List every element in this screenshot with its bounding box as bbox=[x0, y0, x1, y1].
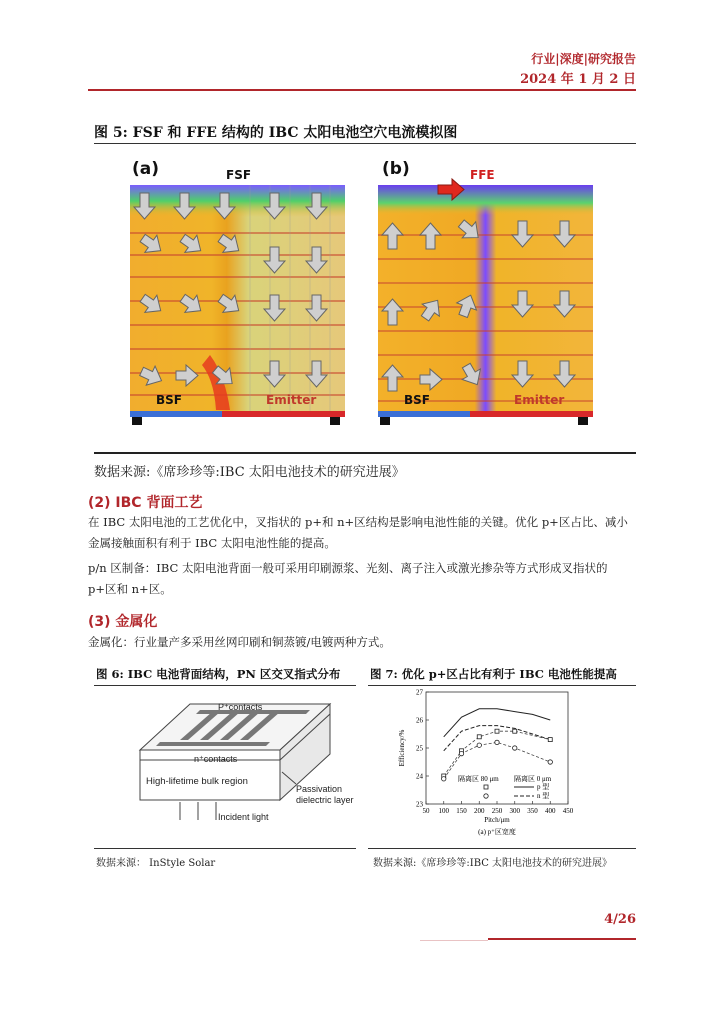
panel-b-emitter-label: Emitter bbox=[514, 393, 565, 407]
ffe-label: FFE bbox=[470, 168, 495, 182]
section2-heading: (2) IBC 背面工艺 bbox=[88, 495, 203, 511]
data-point-circle bbox=[513, 746, 517, 750]
x-tick-label: 200 bbox=[474, 807, 485, 815]
x-tick-label: 50 bbox=[422, 807, 430, 815]
data-point-circle bbox=[495, 740, 499, 744]
figure6-title: 图 6: IBC 电池背面结构，PN 区交叉指式分布 bbox=[96, 667, 341, 681]
x-tick-label: 350 bbox=[527, 807, 538, 815]
x-tick-label: 100 bbox=[438, 807, 449, 815]
x-tick-label: 400 bbox=[545, 807, 556, 815]
data-point-square bbox=[495, 729, 499, 733]
x-tick-label: 150 bbox=[456, 807, 467, 815]
legend-row2-label: n 型 bbox=[537, 792, 550, 800]
data-point-circle bbox=[459, 751, 463, 755]
legend-circle-marker bbox=[484, 794, 488, 798]
legend-col1-header: 隔离区 80 μm bbox=[458, 775, 499, 783]
page-number: 4/26 bbox=[604, 912, 636, 927]
figure5-bottom-rule bbox=[94, 452, 636, 454]
panel-b-label: (b) bbox=[382, 159, 410, 179]
figure6-source: 数据来源： InStyle Solar bbox=[96, 858, 216, 869]
incident-light-label: Incident light bbox=[218, 812, 269, 822]
chart-caption: (a) p⁺区宽度 bbox=[478, 828, 516, 836]
data-point-circle bbox=[548, 760, 552, 764]
figure7-bottom-rule bbox=[368, 848, 636, 849]
x-tick-label: 450 bbox=[562, 807, 574, 815]
footer-accent-line bbox=[488, 938, 636, 940]
data-point-square bbox=[477, 735, 481, 739]
y-tick-label: 26 bbox=[416, 716, 423, 725]
x-axis-label: Pitch/μm bbox=[484, 816, 510, 824]
passivation-label: Passivation dielectric layer bbox=[296, 784, 354, 805]
x-tick-label: 250 bbox=[491, 807, 503, 815]
y-tick-label: 27 bbox=[416, 688, 423, 697]
figure5-panel-b bbox=[378, 155, 593, 433]
figure7-source: 数据来源:《席珍珍等:IBC 太阳电池技术的研究进展》 bbox=[373, 858, 613, 869]
panel-a-emitter-label: Emitter bbox=[266, 393, 317, 407]
legend-col2-header: 隔离区 0 μm bbox=[514, 775, 552, 783]
figure6-bottom-rule bbox=[94, 848, 356, 849]
y-tick-label: 24 bbox=[416, 772, 423, 781]
section2-paragraph-1: 在 IBC 太阳电池的工艺优化中，叉指状的 p+和 n+区结构是影响电池性能的关键。优化 p+区占比、减小金属接触面积有利于 IBC 太阳电池性能的提高。 bbox=[88, 515, 628, 550]
panel-a-bsf-label: BSF bbox=[156, 393, 182, 407]
legend-row1-label: p 型 bbox=[537, 783, 550, 791]
figure5-source: 数据来源:《席珍珍等:IBC 太阳电池技术的研究进展》 bbox=[94, 465, 405, 480]
y-tick-label: 23 bbox=[416, 800, 423, 809]
figure7-chart bbox=[396, 686, 608, 846]
report-date: 2024 年 1 月 2 日 bbox=[520, 72, 636, 87]
bulk-region-label: High-lifetime bulk region bbox=[146, 776, 248, 787]
data-point-square bbox=[548, 738, 552, 742]
panel-a-label: (a) bbox=[132, 159, 160, 179]
section2-paragraph-2: p/n 区制备：IBC 太阳电池背面一般可采用印刷源浆、光刻、离子注入或激光掺杂等方式形成叉指状的 p+区和 n+区。 bbox=[88, 561, 608, 596]
y-tick-label: 25 bbox=[416, 744, 423, 753]
panel-a-simulation bbox=[130, 155, 345, 433]
footer-accent-fade bbox=[420, 940, 488, 941]
figure6-top-rule bbox=[94, 685, 356, 686]
fsf-label: FSF bbox=[226, 168, 252, 182]
figure7-title: 图 7: 优化 p+区占比有利于 IBC 电池性能提高 bbox=[370, 667, 617, 681]
x-tick-label: 300 bbox=[509, 807, 520, 815]
legend-square-marker bbox=[484, 785, 488, 789]
series-line-3 bbox=[444, 742, 551, 778]
data-point-circle bbox=[442, 777, 446, 781]
panel-b-simulation bbox=[378, 155, 593, 433]
figure5-title: 图 5: FSF 和 FFE 结构的 IBC 太阳电池空穴电流模拟图 bbox=[94, 125, 458, 141]
report-category: 行业|深度|研究报告 bbox=[531, 52, 636, 66]
ibc-back-structure-drawing bbox=[120, 692, 360, 832]
section3-paragraph-1: 金属化：行业量产多采用丝网印刷和铜蒸镀/电镀两种方式。 bbox=[88, 635, 391, 649]
figure5-top-rule bbox=[94, 143, 636, 144]
y-axis-label: Efficiency/% bbox=[398, 729, 406, 767]
panel-b-bsf-label: BSF bbox=[404, 393, 430, 407]
data-point-circle bbox=[477, 743, 481, 747]
efficiency-chart bbox=[396, 686, 608, 846]
section3-heading: (3) 金属化 bbox=[88, 614, 158, 630]
figure5-panel-a bbox=[130, 155, 345, 433]
p-contacts-label: P⁺contacts bbox=[218, 702, 263, 712]
header-divider bbox=[88, 89, 636, 91]
figure6-diagram bbox=[120, 692, 360, 832]
data-point-square bbox=[513, 729, 517, 733]
n-contacts-label: n⁺contacts bbox=[194, 754, 238, 764]
